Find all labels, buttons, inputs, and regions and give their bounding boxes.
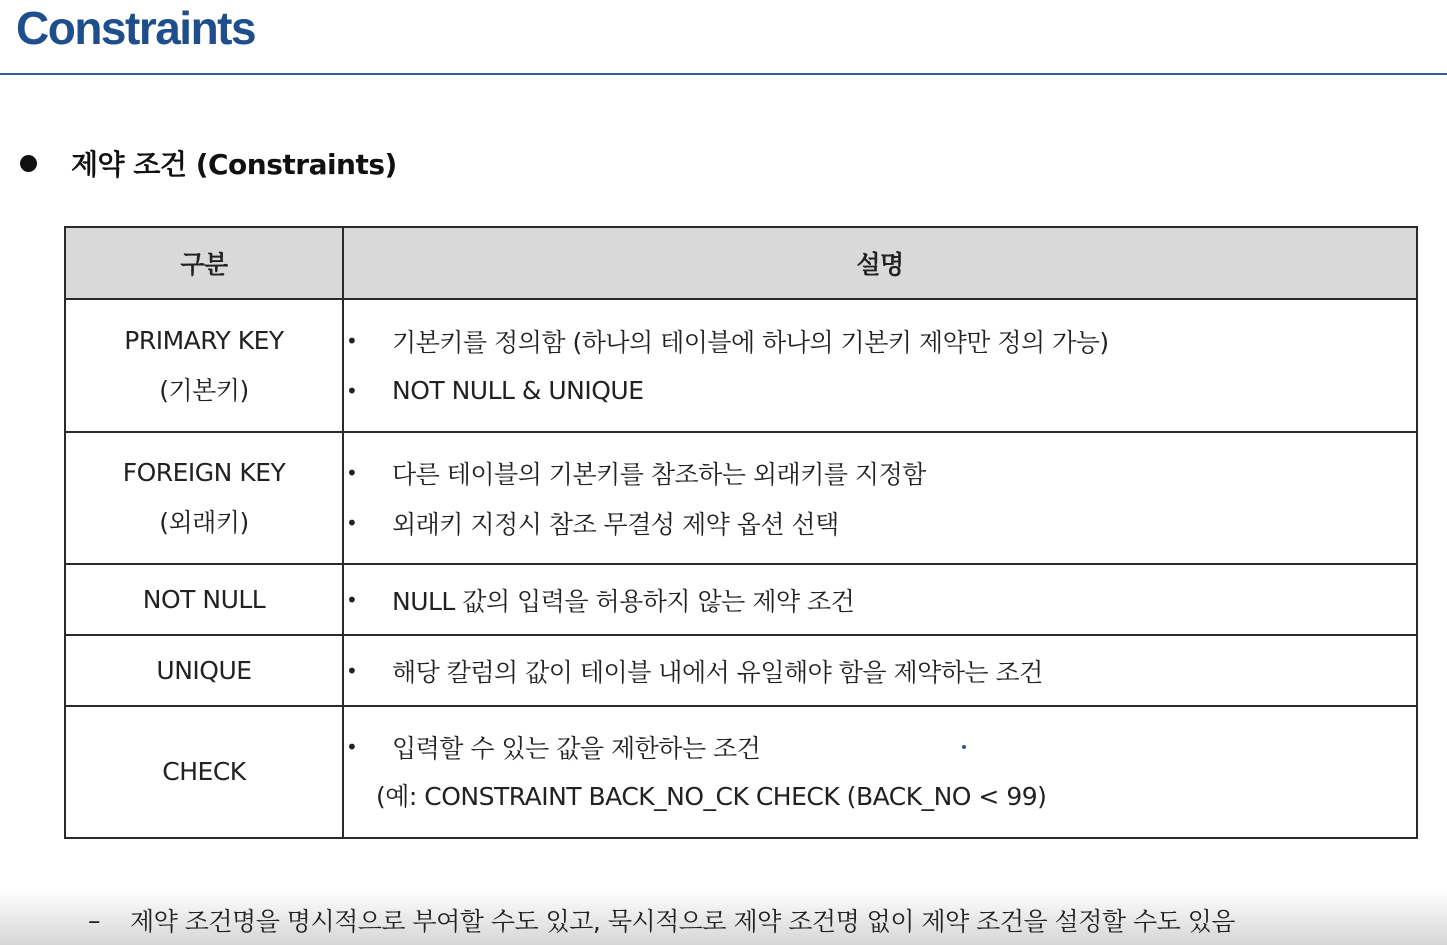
kind-korean: (외래키) bbox=[159, 508, 249, 537]
description-item bbox=[344, 448, 1416, 498]
bullet-icon: • bbox=[346, 461, 358, 485]
kind-cell bbox=[65, 635, 343, 706]
table-row-foreign-key bbox=[65, 432, 1417, 564]
description-item bbox=[344, 722, 1416, 772]
kind-name: UNIQUE bbox=[156, 655, 252, 685]
bullet-icon: • bbox=[346, 658, 358, 683]
description-text: 기본키를 정의함 (하나의 테이블에 하나의 기본키 제약만 정의 가능) bbox=[392, 327, 1109, 357]
title-divider bbox=[0, 73, 1447, 75]
description-item bbox=[344, 366, 1416, 416]
kind-cell bbox=[65, 564, 343, 635]
dash-marker: – bbox=[88, 905, 100, 935]
table-header-row bbox=[65, 227, 1417, 299]
bullet-icon: • bbox=[346, 378, 358, 403]
description-cell bbox=[343, 299, 1417, 432]
table-row-unique bbox=[65, 635, 1417, 706]
description-cell bbox=[343, 432, 1417, 564]
constraints-table bbox=[64, 226, 1418, 839]
section-heading bbox=[20, 140, 397, 186]
kind-name: FOREIGN KEY bbox=[122, 458, 286, 487]
kind-cell bbox=[65, 432, 343, 564]
kind-korean: (기본키) bbox=[159, 375, 249, 405]
kind-cell bbox=[65, 706, 343, 838]
description-text: 입력할 수 있는 값을 제한하는 조건 bbox=[392, 734, 761, 763]
bullet-icon: • bbox=[346, 511, 358, 535]
description-text: 외래키 지정시 참조 무결성 제약 옵션 선택 bbox=[392, 510, 839, 539]
bullet-icon: • bbox=[346, 587, 358, 612]
section-heading-text: 제약 조건 (Constraints) bbox=[71, 148, 397, 181]
header-kind: 구분 bbox=[65, 227, 343, 299]
dot-mark bbox=[962, 745, 966, 749]
description-item bbox=[344, 646, 1416, 696]
description-cell bbox=[343, 706, 1417, 838]
bullet-icon bbox=[20, 155, 37, 172]
footer-note-text: 제약 조건명을 명시적으로 부여할 수도 있고, 묵시적으로 제약 조건명 없이 제약 조건을 설정할 수도 있음 bbox=[130, 907, 1236, 936]
description-text: 해당 칼럼의 값이 테이블 내에서 유일해야 함을 제약하는 조건 bbox=[392, 657, 1043, 687]
footer-note bbox=[88, 898, 1235, 942]
bullet-icon: • bbox=[346, 328, 358, 353]
description-text: 다른 테이블의 기본키를 참조하는 외래키를 지정함 bbox=[392, 460, 926, 489]
description-item bbox=[344, 316, 1416, 366]
description-item bbox=[344, 575, 1416, 625]
kind-name: CHECK bbox=[162, 757, 246, 786]
slide-title: Constraints bbox=[16, 2, 256, 54]
table-row-not-null bbox=[65, 564, 1417, 635]
bullet-icon: • bbox=[346, 735, 358, 759]
check-example: (예: CONSTRAINT BACK_NO_CK CHECK (BACK_NO < 99) bbox=[376, 782, 1047, 811]
kind-name: PRIMARY KEY bbox=[124, 325, 284, 355]
kind-name: NOT NULL bbox=[142, 584, 266, 614]
description-cell bbox=[343, 564, 1417, 635]
header-description: 설명 bbox=[343, 227, 1417, 299]
table-row-primary-key bbox=[65, 299, 1417, 432]
description-text: NULL 값의 입력을 허용하지 않는 제약 조건 bbox=[392, 586, 855, 616]
kind-cell bbox=[65, 299, 343, 432]
description-text: NOT NULL & UNIQUE bbox=[392, 376, 644, 405]
description-cell bbox=[343, 635, 1417, 706]
table-row-check bbox=[65, 706, 1417, 838]
description-item bbox=[344, 498, 1416, 548]
